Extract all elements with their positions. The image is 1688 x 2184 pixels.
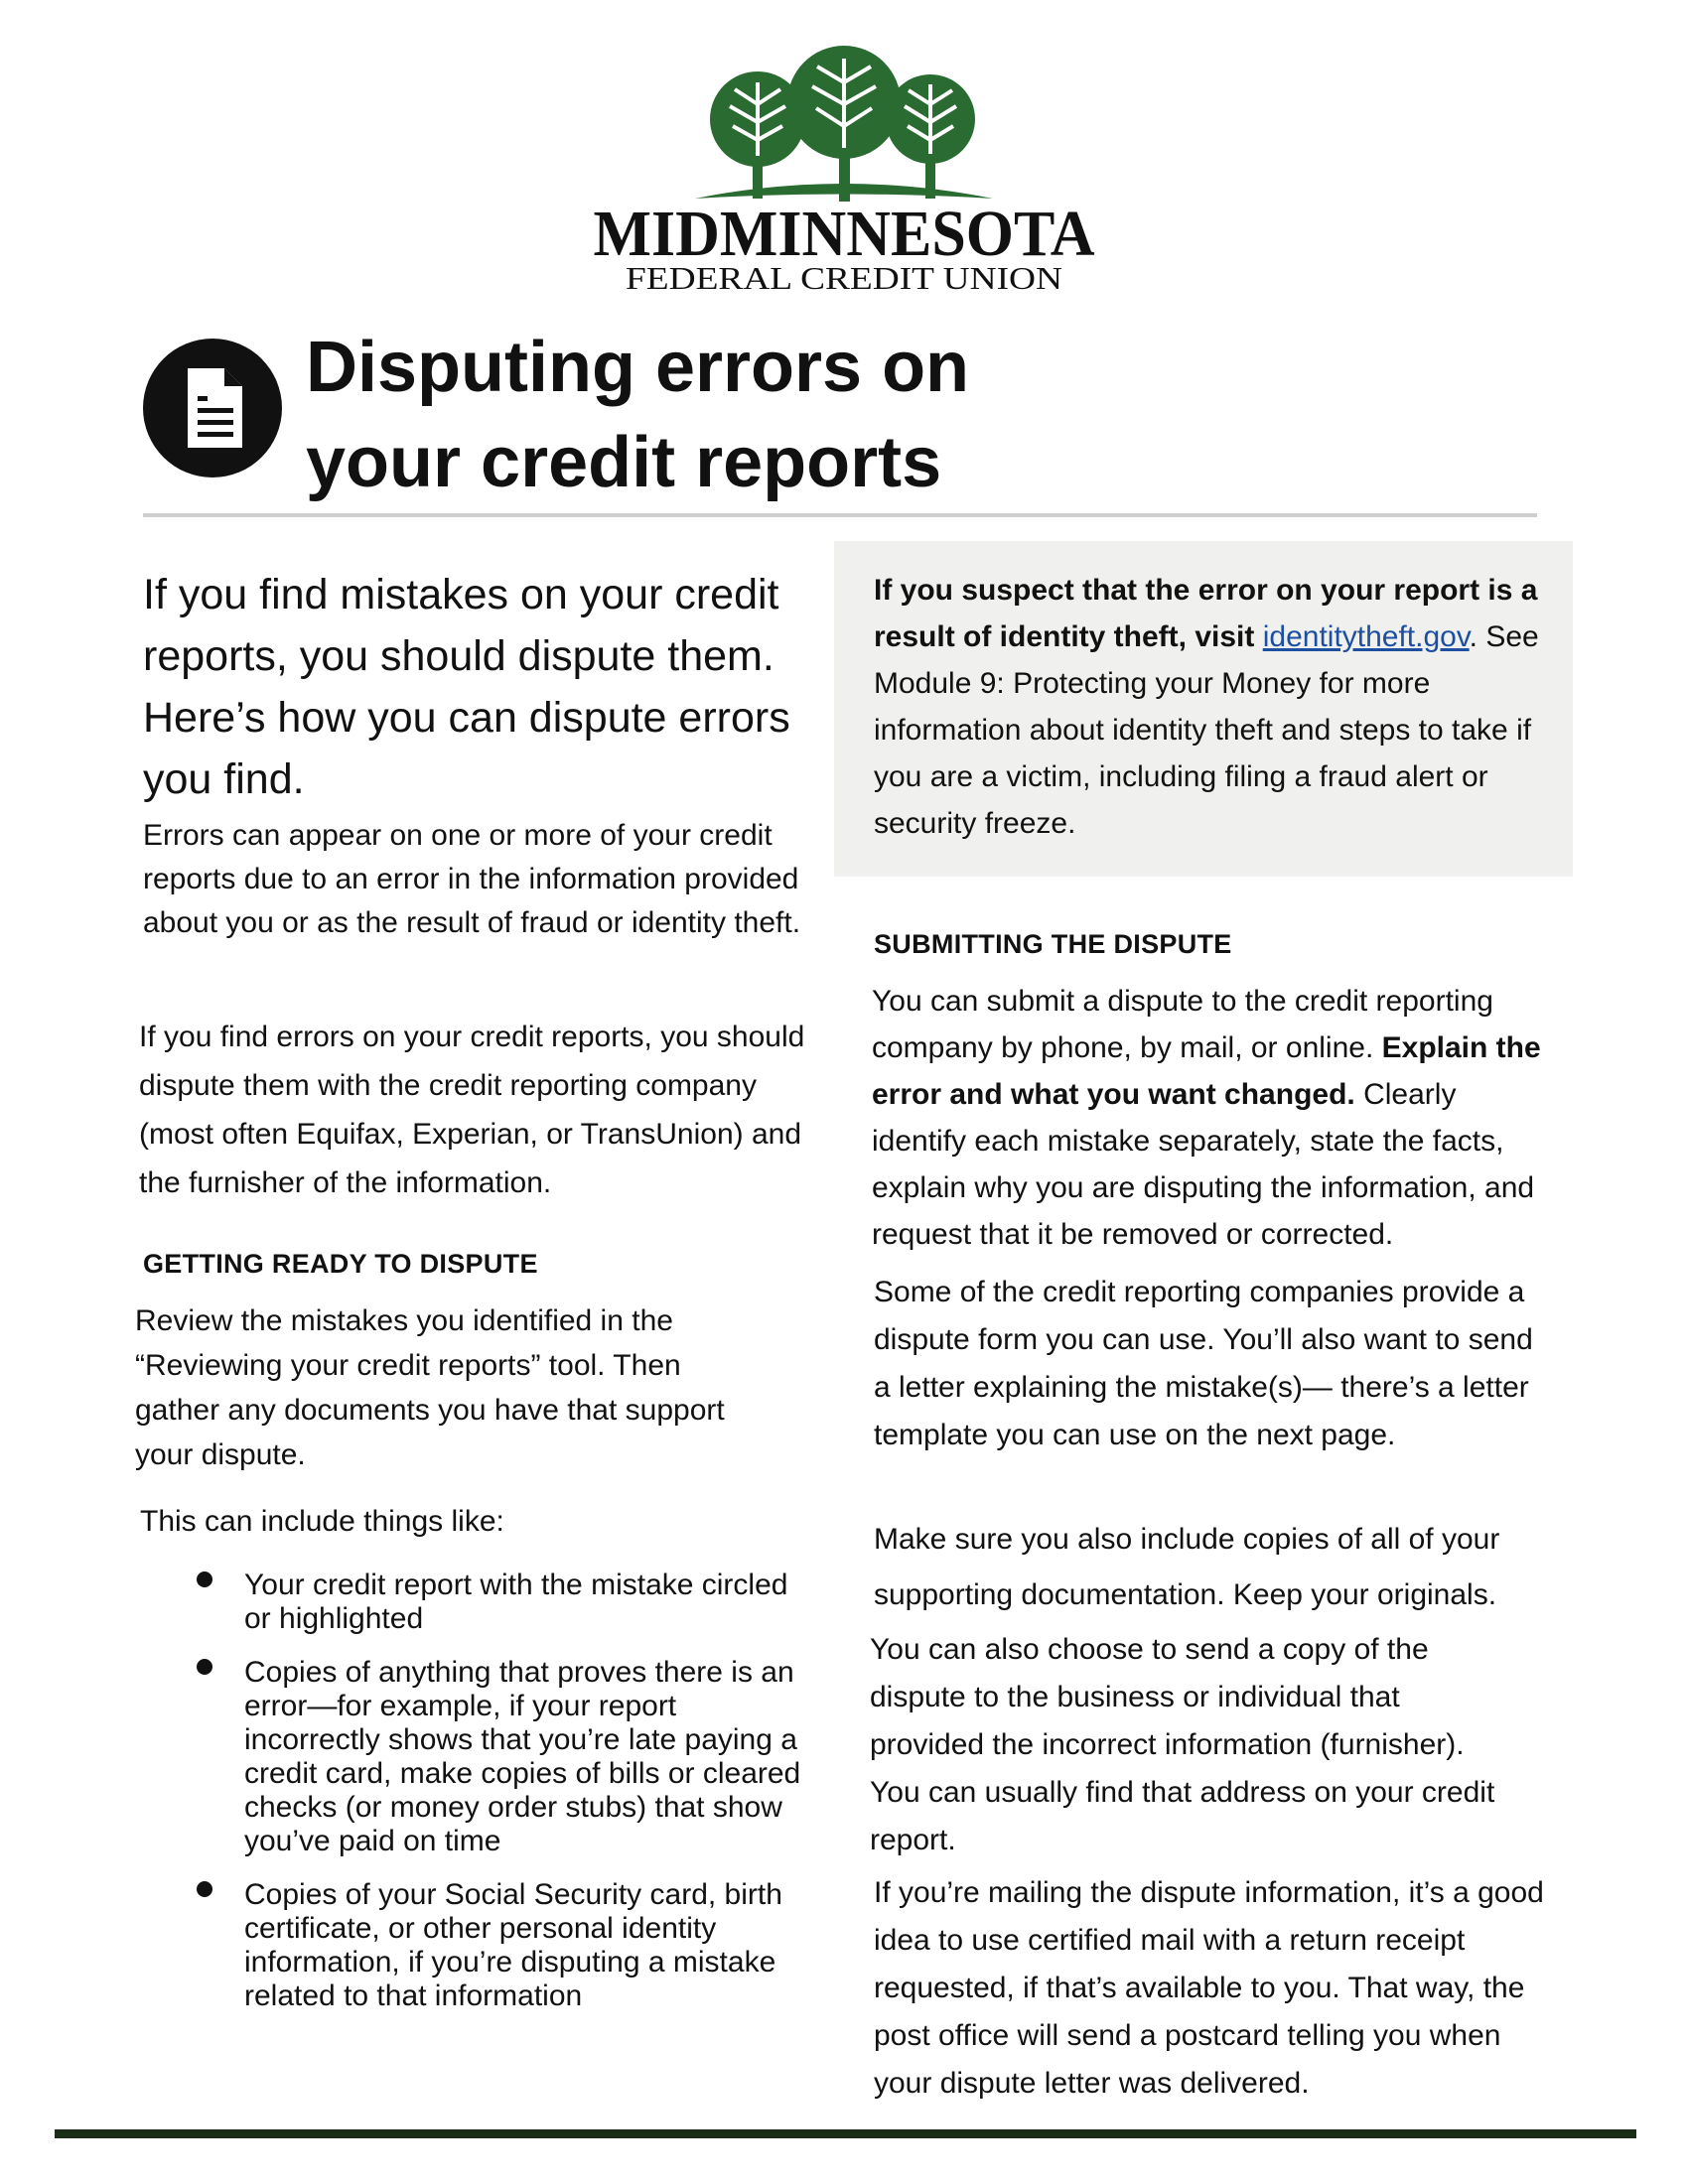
bullet-icon: [197, 1571, 212, 1587]
callout-rest-text: See Module 9: Protecting your Money for more information about identity theft and steps to take if you are a victim, including filing a fraud alert or security freeze.: [874, 620, 1539, 840]
callout-period: .: [1469, 620, 1477, 653]
list-item-text: Copies of your Social Security card, birth certificate, or other personal identity information, if you’re disputing a mistake related to that information: [244, 1878, 782, 2012]
list-item-text: Copies of anything that proves there is an error—for example, if your report incorrectly shows that you’re late paying a credit card, make copies of bills or cleared checks (or money order stubs) that show you’ve paid on time: [244, 1656, 801, 1857]
documentation-paragraph: Make sure you also include copies of all of your supporting documentation. Keep your originals.: [874, 1523, 1500, 1611]
logo-name-line2: FEDERAL CREDIT UNION: [626, 260, 1062, 296]
list-item: [195, 1569, 810, 1636]
document-icon: [143, 339, 282, 478]
callout-text: [874, 567, 1549, 847]
callout-bold-text: If you suspect that the error on your report is a result of identity theft, visit: [874, 574, 1538, 653]
logo-name-line1: MIDMINNESOTA: [593, 198, 1095, 270]
getting-ready-heading: GETTING READY TO DISPUTE: [143, 1249, 538, 1279]
certified-mail-paragraph: If you’re mailing the dispute information, it’s a good idea to use certified mail with a return receipt requested, if that’s available to you. That way, the post office will send a postcard telling you when your dispute letter was delivered.: [874, 1876, 1544, 2100]
furnisher-paragraph: You can also choose to send a copy of the dispute to the business or individual that provided the incorrect information (furnisher). You can usually find that address on your credit report.: [870, 1633, 1495, 1856]
includes-paragraph: This can include things like:: [140, 1505, 504, 1538]
documents-list: [195, 1569, 810, 2033]
errors-paragraph: Errors can appear on one or more of your credit reports due to an error in the information provided about you or as the result of fraud or identity theft.: [143, 819, 801, 939]
submit-text-b: Clearly identify each mistake separately, state the facts, explain why you are disputing the information, and request that it be removed or corrected.: [872, 1078, 1535, 1251]
submit-text-a: You can submit a dispute to the credit reporting company by phone, by mail, or online.: [872, 985, 1493, 1064]
page-title-line2: your credit reports: [306, 423, 942, 502]
page-title: [306, 320, 1199, 510]
intro-text: If you find mistakes on your credit reports, you should dispute them. Here’s how you can dispute errors you find.: [143, 571, 790, 803]
list-item: [195, 1656, 810, 1858]
submit-text-bold: Explain the error and what you want changed.: [872, 1031, 1541, 1111]
bullet-icon: [197, 1881, 212, 1897]
title-divider: [143, 513, 1537, 517]
submit-paragraph: [872, 978, 1557, 1258]
page-title-line1: Disputing errors on: [306, 328, 970, 407]
review-paragraph: Review the mistakes you identified in the “Reviewing your credit reports” tool. Then gather any documents you have that support your dispute.: [135, 1304, 725, 1471]
three-trees-logo-icon: [586, 45, 1102, 298]
bullet-icon: [197, 1659, 212, 1675]
credit-union-logo: [586, 45, 1102, 298]
footer-divider: [55, 2129, 1636, 2138]
list-item: [195, 1878, 810, 2013]
list-item-text: Your credit report with the mistake circled or highlighted: [244, 1569, 788, 1635]
identitytheft-link[interactable]: identitytheft.gov: [1262, 620, 1470, 653]
dispute-form-paragraph: Some of the credit reporting companies provide a dispute form you can use. You’ll also want to send a letter explaining the mistake(s)— there’s a letter template you can use on the next page.: [874, 1276, 1533, 1451]
identity-theft-callout: [834, 541, 1573, 877]
submitting-heading: SUBMITTING THE DISPUTE: [874, 929, 1232, 959]
find-errors-paragraph: If you find errors on your credit reports, you should dispute them with the credit reporting company (most often Equifax, Experian, or TransUnion) and the furnisher of the information.: [139, 1021, 805, 1199]
